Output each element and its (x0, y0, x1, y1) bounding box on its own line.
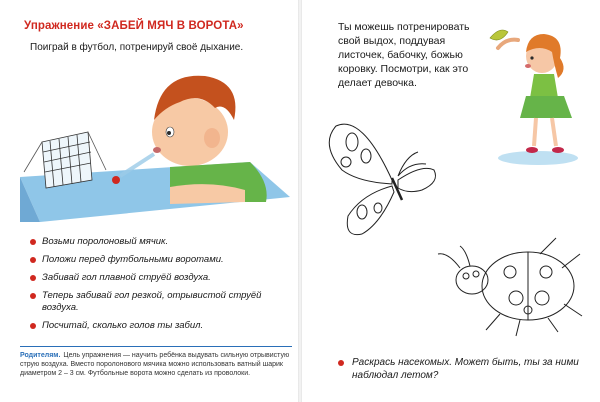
bullet-icon (30, 239, 36, 245)
bullet-icon (30, 293, 36, 299)
list-item: Положи перед футбольными воротами. (30, 254, 292, 266)
right-page (302, 0, 600, 402)
exercise-intro: Поиграй в футбол, потренируй своё дыхание. (30, 42, 244, 53)
exercise-title: Упражнение «ЗАБЕЙ МЯЧ В ВОРОТА» (24, 20, 244, 32)
parents-note (20, 346, 292, 399)
steps-list (30, 236, 292, 338)
girl-blowing-leaf-illustration (478, 18, 596, 168)
bullet-icon (30, 275, 36, 281)
parents-label: Родителям. (20, 352, 61, 359)
left-page (0, 0, 298, 402)
right-page-text: Ты можешь потренировать свой выдох, поддувая листочек, бабочку, божью коровку. Посмотри, как это делает девочка. (338, 21, 470, 89)
list-item: Раскрась насекомых. Может быть, ты за ними наблюдал летом? (338, 356, 588, 382)
leaf-icon (490, 30, 508, 40)
list-item: Возьми поролоновый мячик. (30, 236, 292, 248)
bullet-icon (338, 360, 344, 366)
list-item: Посчитай, сколько голов ты забил. (30, 320, 292, 332)
ball (112, 176, 120, 184)
list-item: Забивай гол плавной струёй воздуха. (30, 272, 292, 284)
bullet-icon (30, 323, 36, 329)
bullet-icon (30, 257, 36, 263)
coloring-task (338, 356, 588, 382)
parents-text: Цель упражнения — научить ребёнка выдувать сильную отрывистую струю воздуха. Вместо поролонового мячика можно использовать ватный шарик диаметром 2 – 3 см. Футбольные ворота можно сделать из проволоки. (20, 352, 290, 377)
boy-blowing-ball-illustration (20, 62, 290, 222)
ladybug-outline-illustration (430, 232, 590, 342)
list-item: Теперь забивай гол резкой, отрывистой струёй воздуха. (30, 290, 292, 314)
